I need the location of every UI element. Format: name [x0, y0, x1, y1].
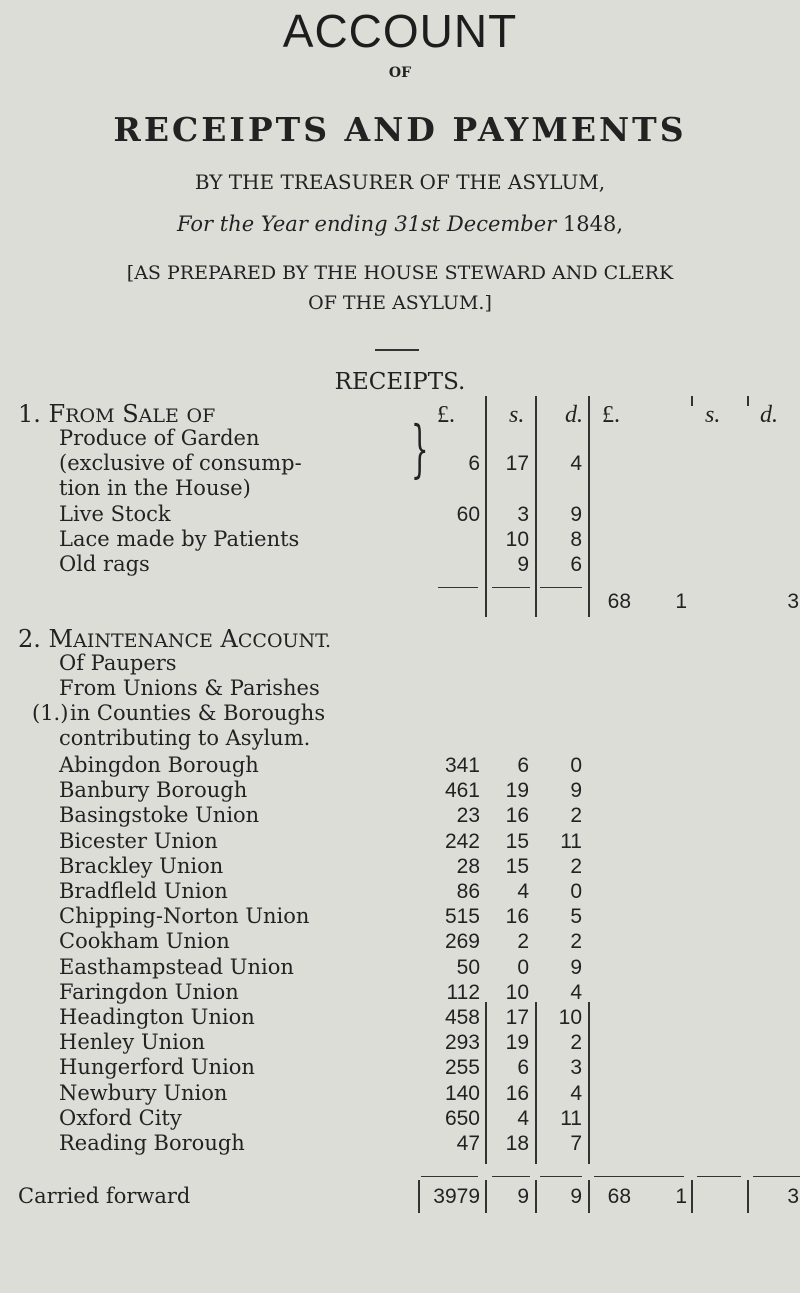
section-2-heading: 2. MAINTENANCE ACCOUNT. [18, 625, 332, 653]
table-row-shillings: 0 [517, 956, 529, 979]
rule-total-left-b [588, 1002, 590, 1164]
table-row-pounds: 242 [444, 830, 480, 853]
table-row-pence: 2 [570, 1031, 582, 1054]
section-title: RECEIPTS. [334, 369, 466, 395]
table-row-label: Newbury Union [59, 1081, 228, 1105]
table-row-pounds: 140 [444, 1082, 480, 1105]
rule-sub-2 [535, 396, 537, 617]
table-row-label: Banbury Borough [59, 778, 248, 802]
table-row-pence: 7 [570, 1132, 582, 1155]
table-row-label: Cookham Union [59, 929, 230, 953]
section-2-number: 2. [18, 625, 41, 653]
table-row-shillings: 16 [505, 905, 529, 928]
s2-subtotal-rule-1 [421, 1176, 478, 1177]
s1-item-2-shillings: 3 [517, 503, 529, 526]
note-line-2: OF THE ASYLUM.] [308, 292, 492, 314]
produce-line-2: (exclusive of consump- [59, 451, 302, 475]
s2-intro-4: contributing to Asylum. [59, 726, 311, 750]
table-row-pounds: 28 [456, 855, 480, 878]
table-row-pence: 0 [570, 754, 582, 777]
s2-intro-1: Of Paupers [59, 651, 177, 675]
table-row-pence: 2 [570, 804, 582, 827]
cf-total-pounds: 68 [607, 1185, 631, 1208]
table-row-label: Oxford City [59, 1106, 182, 1130]
table-row-label: Henley Union [59, 1030, 206, 1054]
s1-item-4-pence: 6 [570, 553, 582, 576]
rule-sub-1-b [485, 1002, 487, 1164]
pounds-header: £. [437, 402, 455, 428]
cf-total-shillings: 1 [675, 1185, 687, 1208]
page-subtitle: RECEIPTS AND PAYMENTS [113, 110, 687, 149]
table-row-label: Hungerford Union [59, 1055, 255, 1079]
table-row-pounds: 269 [444, 930, 480, 953]
table-row-shillings: 6 [517, 1056, 529, 1079]
cf-pounds: 3979 [433, 1185, 480, 1208]
total-shillings-header: s. [705, 402, 721, 428]
rule-cf-0 [418, 1180, 420, 1213]
table-row-pounds: 86 [456, 880, 480, 903]
s2-subtotal-rule-6 [753, 1176, 800, 1177]
rule-total-left [588, 396, 590, 617]
table-row-pounds: 650 [444, 1107, 480, 1130]
table-row-pounds: 23 [456, 804, 480, 827]
table-row-pence: 3 [570, 1056, 582, 1079]
s2-sub-number: (1.) [32, 701, 69, 725]
table-row-shillings: 4 [517, 1107, 529, 1130]
table-row-pounds: 47 [456, 1132, 480, 1155]
table-row-pounds: 255 [444, 1056, 480, 1079]
s1-total-pence: 3 [787, 590, 799, 613]
table-row-pence: 4 [570, 1082, 582, 1105]
s2-subtotal-rule-2 [492, 1176, 530, 1177]
table-row-pounds: 458 [444, 1006, 480, 1029]
table-row-shillings: 16 [505, 1082, 529, 1105]
produce-line-1: Produce of Garden [59, 426, 260, 450]
table-row-label: Basingstoke Union [59, 803, 260, 827]
total-pence-header: d. [760, 402, 778, 428]
rule-sub-1 [485, 396, 487, 617]
table-row-label: Easthampstead Union [59, 955, 294, 979]
cf-total-pence: 3 [787, 1185, 799, 1208]
table-row-pence: 5 [570, 905, 582, 928]
table-row-shillings: 6 [517, 754, 529, 777]
table-row-pence: 2 [570, 930, 582, 953]
shillings-header: s. [509, 402, 525, 428]
table-row-shillings: 15 [505, 830, 529, 853]
table-row-shillings: 4 [517, 880, 529, 903]
table-row-label: Headington Union [59, 1005, 255, 1029]
period-line [0, 212, 800, 236]
table-row-label: Abingdon Borough [59, 753, 259, 777]
table-row-pence: 4 [570, 981, 582, 1004]
s1-item-2-label: Live Stock [59, 502, 171, 526]
cf-pence: 9 [570, 1185, 582, 1208]
s2-intro-2: From Unions & Parishes [59, 676, 320, 700]
s1-subtotal-rule-2 [492, 587, 530, 588]
table-row-pence: 11 [560, 830, 582, 853]
carried-forward-label: Carried forward [18, 1184, 191, 1208]
s1-item-3-pence: 8 [570, 528, 582, 551]
table-row-pence: 9 [570, 779, 582, 802]
table-row-pence: 11 [560, 1107, 582, 1130]
s1-item-2-pounds: 60 [456, 503, 480, 526]
table-row-label: Brackley Union [59, 854, 224, 878]
rule-sub-2-b [535, 1002, 537, 1164]
s1-item-1-shillings: 17 [505, 452, 529, 475]
table-row-shillings: 15 [505, 855, 529, 878]
s2-intro-3: in Counties & Boroughs [70, 701, 326, 725]
pence-header: d. [565, 402, 583, 428]
table-row-shillings: 19 [505, 1031, 529, 1054]
period-date: 31st December [394, 212, 557, 236]
s2-subtotal-rule-5 [697, 1176, 741, 1177]
brace-icon: } [410, 412, 429, 485]
rule-cf-3 [588, 1180, 590, 1213]
s1-item-1-pence: 4 [570, 452, 582, 475]
rule-total-2 [747, 396, 749, 406]
by-line: BY THE TREASURER OF THE ASYLUM, [194, 170, 606, 194]
rule-cf-1 [485, 1180, 487, 1213]
table-row-pence: 2 [570, 855, 582, 878]
s2-subtotal-rule-3 [540, 1176, 582, 1177]
table-row-label: Faringdon Union [59, 980, 239, 1004]
table-row-label: Reading Borough [59, 1131, 245, 1155]
rule-cf-2 [535, 1180, 537, 1213]
s1-subtotal-rule-3 [540, 587, 582, 588]
section-1-heading: 1. FROM SALE OF [18, 400, 216, 428]
header-divider [375, 349, 419, 351]
s1-item-3-shillings: 10 [505, 528, 529, 551]
table-row-pounds: 112 [446, 981, 480, 1004]
table-row-pounds: 293 [444, 1031, 480, 1054]
section-1-number: 1. [18, 400, 41, 428]
table-row-label: Chipping-Norton Union [59, 904, 310, 928]
s1-total-pounds: 68 [607, 590, 631, 613]
title-of: OF [388, 65, 412, 81]
period-year: 1848, [562, 212, 624, 236]
s1-item-1-pounds: 6 [468, 452, 480, 475]
s1-item-3-label: Lace made by Patients [59, 527, 300, 551]
table-row-shillings: 2 [517, 930, 529, 953]
s1-subtotal-rule-1 [438, 587, 478, 588]
page-title: ACCOUNT [282, 5, 518, 57]
s1-item-4-label: Old rags [59, 552, 150, 576]
table-row-shillings: 16 [505, 804, 529, 827]
table-row-pence: 9 [570, 956, 582, 979]
total-pounds-header: £. [602, 402, 620, 428]
table-row-pence: 10 [558, 1006, 582, 1029]
table-row-shillings: 19 [505, 779, 529, 802]
table-row-shillings: 18 [505, 1132, 529, 1155]
produce-line-3: tion in the House) [59, 476, 251, 500]
s1-total-shillings: 1 [675, 590, 687, 613]
rule-total-1 [691, 396, 693, 406]
s1-item-2-pence: 9 [570, 503, 582, 526]
table-row-pounds: 50 [456, 956, 480, 979]
table-row-shillings: 17 [505, 1006, 529, 1029]
table-row-shillings: 10 [505, 981, 529, 1004]
table-row-label: Bradfleld Union [59, 879, 228, 903]
table-row-pounds: 341 [444, 754, 480, 777]
period-prefix: For the Year ending [176, 212, 388, 236]
s2-subtotal-rule-4 [594, 1176, 684, 1177]
note-line-1: [AS PREPARED BY THE HOUSE STEWARD AND CLERK [126, 262, 674, 284]
table-row-pounds: 461 [444, 779, 480, 802]
s1-item-4-shillings: 9 [517, 553, 529, 576]
rule-cf-5 [747, 1180, 749, 1213]
table-row-pounds: 515 [444, 905, 480, 928]
cf-shillings: 9 [517, 1185, 529, 1208]
rule-cf-4 [691, 1180, 693, 1213]
table-row-pence: 0 [570, 880, 582, 903]
table-row-label: Bicester Union [59, 829, 218, 853]
